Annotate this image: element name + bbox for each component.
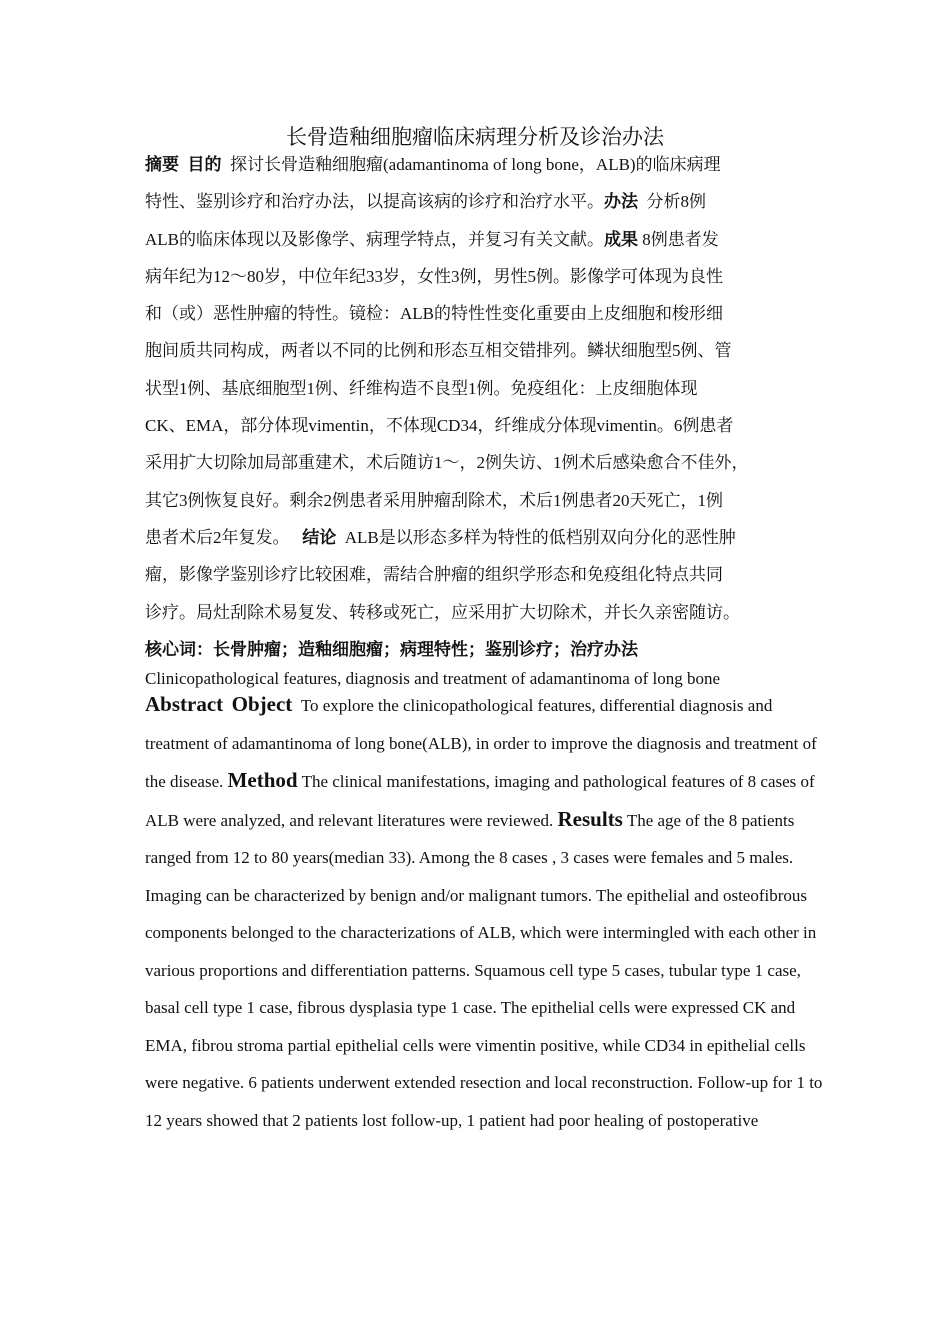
objective-heading: 目的: [187, 155, 222, 174]
text-line: 其它3例恢复良好。剩余2例患者采用肿瘤刮除术，术后1例患者20天死亡，1例: [145, 490, 723, 510]
text-line: 状型1例、基底细胞型1例、纤维构造不良型1例。免疫组化：上皮细胞体现: [145, 378, 698, 398]
method-heading: 办法: [604, 192, 638, 212]
method-en-heading: Method: [227, 768, 298, 792]
text-line: 诊疗。局灶刮除术易复发、转移或死亡，应采用扩大切除术，并长久亲密随访。: [145, 602, 740, 622]
object-heading: Object: [231, 692, 293, 716]
text-line: 瘤，影像学鉴别诊疗比较困难，需结合肿瘤的组织学形态和免疫组化特点共同: [145, 565, 723, 585]
results-text: 8例患者发: [642, 229, 719, 249]
text-line: [145, 146, 825, 183]
text-line: [145, 221, 825, 258]
text-line: 胞间质共同构成，两者以不同的比例和形态互相交错排列。鳞状细胞型5例、管: [145, 341, 732, 361]
object-text: To explore the clinicopathological features, differential diagnosis and treatment of adamantinoma of long bone(ALB), in order to improve the diagnosis and treatment of the disease.: [145, 696, 817, 791]
keywords: 核心词：长骨肿瘤；造釉细胞瘤；病理特性；鉴别诊疗；治疗办法: [145, 639, 638, 659]
english-title: Clinicopathological features, diagnosis and treatment of adamantinoma of long bone: [145, 669, 721, 688]
conclusion-heading: 结论: [302, 527, 337, 547]
abstract-en-heading: Abstract: [145, 692, 224, 716]
objective-text-cont: 特性、鉴别诊疗和治疗办法，以提高该病的诊疗和治疗水平。: [145, 192, 604, 212]
text-line: [145, 519, 825, 556]
text-line: 采用扩大切除加局部重建术，术后随访1～，2例失访、1例术后感染愈合不佳外，: [145, 453, 749, 473]
results-heading: 成果: [604, 229, 638, 249]
results-text-end: 患者术后2年复发。: [145, 527, 290, 547]
method-text-cont: ALB的临床体现以及影像学、病理学特点，并复习有关文献。: [145, 229, 604, 249]
chinese-abstract: [145, 146, 825, 668]
page-title: 长骨造釉细胞瘤临床病理分析及诊治办法: [286, 125, 664, 149]
text-line: 病年纪为12～80岁，中位年纪33岁，女性3例，男性5例。影像学可体现为良性: [145, 266, 723, 286]
text-line: [145, 183, 825, 220]
conclusion-text: ALB是以形态多样为特性的低档别双向分化的恶性肿: [344, 527, 736, 547]
results-en-text: The age of the 8 patients ranged from 12 to 80 years(median 33). Among the 8 cases , 3 cases were females and 5 males. Imaging can be characterized by benign and/or malignant tumors. The epithelial and osteofibrous components belonged to the characterizations of ALB, which were intermingled with each other in various proportions and differentiation patterns. Squamous cell type 5 cases, tubular type 1 case, basal cell type 1 case, fibrous dysplasia type 1 case. The epithelial cells were expressed CK and EMA, fibrou stroma partial epithelial cells were vimentin positive, while CD34 in epithelial cells were negative. 6 patients underwent extended resection and local reconstruction. Follow-up for 1 to 12 years showed that 2 patients lost follow-up, 1 patient had poor healing of postoperative: [145, 810, 823, 1130]
english-abstract: [145, 686, 825, 1139]
method-en-text: The clinical manifestations, imaging and pathological features of 8 cases of ALB were analyzed, and relevant literatures were reviewed.: [145, 772, 815, 830]
objective-text: 探讨长骨造釉细胞瘤(adamantinoma of long bone，ALB)的临床病理: [230, 155, 721, 174]
text-line: CK、EMA，部分体现vimentin，不体现CD34，纤维成分体现vimentin。6例患者: [145, 416, 734, 436]
text-line: 和（或）恶性肿瘤的特性。镜检：ALB的特性性变化重要由上皮细胞和梭形细: [145, 304, 723, 324]
abstract-heading: 摘要: [145, 155, 179, 174]
results-en-heading: Results: [557, 806, 623, 831]
method-text: 分析8例: [646, 192, 706, 212]
